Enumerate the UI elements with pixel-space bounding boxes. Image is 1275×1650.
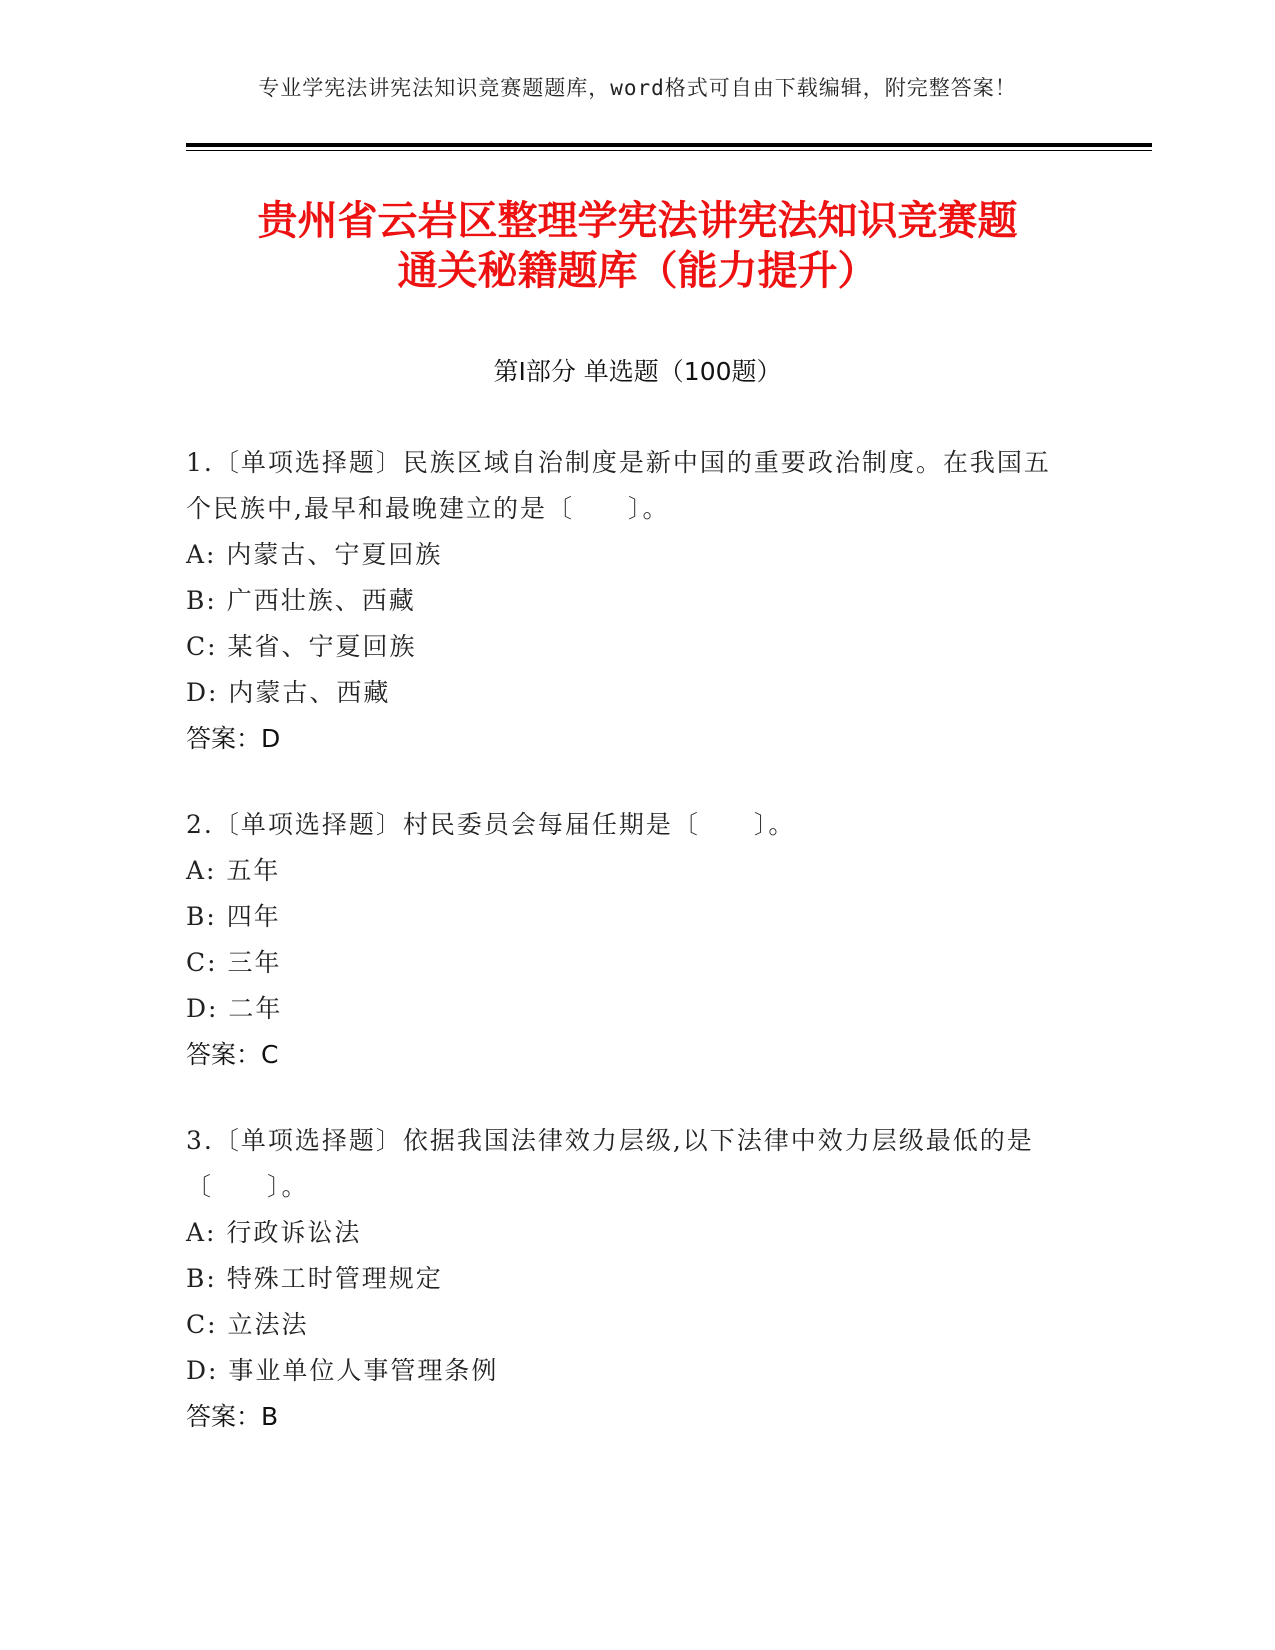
question-list	[186, 440, 1066, 1480]
option-d: D: 事业单位人事管理条例	[186, 1356, 499, 1385]
option-b: B: 特殊工时管理规定	[186, 1264, 443, 1293]
answer: 答案：B	[186, 1402, 279, 1431]
question-1	[186, 440, 1066, 762]
option-c: C: 立法法	[186, 1310, 309, 1339]
option-d: D: 内蒙古、西藏	[186, 678, 391, 707]
option-b: B: 广西壮族、西藏	[186, 586, 416, 615]
answer: 答案：C	[186, 1040, 279, 1069]
option-a: A: 行政诉讼法	[186, 1218, 362, 1247]
question-3	[186, 1118, 1066, 1440]
option-a: A: 五年	[186, 856, 281, 885]
document-title-line-2: 通关秘籍题库（能力提升）	[397, 248, 878, 294]
question-stem: 1.〔单项选择题〕民族区域自治制度是新中国的重要政治制度。在我国五个民族中,最早和最晚建立的是〔 〕。	[186, 448, 1051, 523]
document-title	[150, 196, 1125, 296]
header-divider-thick	[186, 143, 1152, 147]
question-stem: 3.〔单项选择题〕依据我国法律效力层级,以下法律中效力层级最低的是〔 〕。	[186, 1126, 1034, 1201]
option-a: A: 内蒙古、宁夏回族	[186, 540, 443, 569]
header-note: 专业学宪法讲宪法知识竞赛题题库，word格式可自由下载编辑，附完整答案！	[258, 76, 1017, 100]
option-c: C: 三年	[186, 948, 282, 977]
option-b: B: 四年	[186, 902, 281, 931]
option-c: C: 某省、宁夏回族	[186, 632, 417, 661]
question-stem: 2.〔单项选择题〕村民委员会每届任期是〔 〕。	[186, 810, 796, 839]
answer: 答案：D	[186, 724, 281, 753]
question-2	[186, 802, 1066, 1078]
section-heading: 第Ⅰ部分 单选题（100题）	[493, 357, 782, 386]
header-divider-thin	[186, 150, 1152, 151]
option-d: D: 二年	[186, 994, 283, 1023]
document-title-line-1: 贵州省云岩区整理学宪法讲宪法知识竞赛题	[257, 198, 1018, 244]
